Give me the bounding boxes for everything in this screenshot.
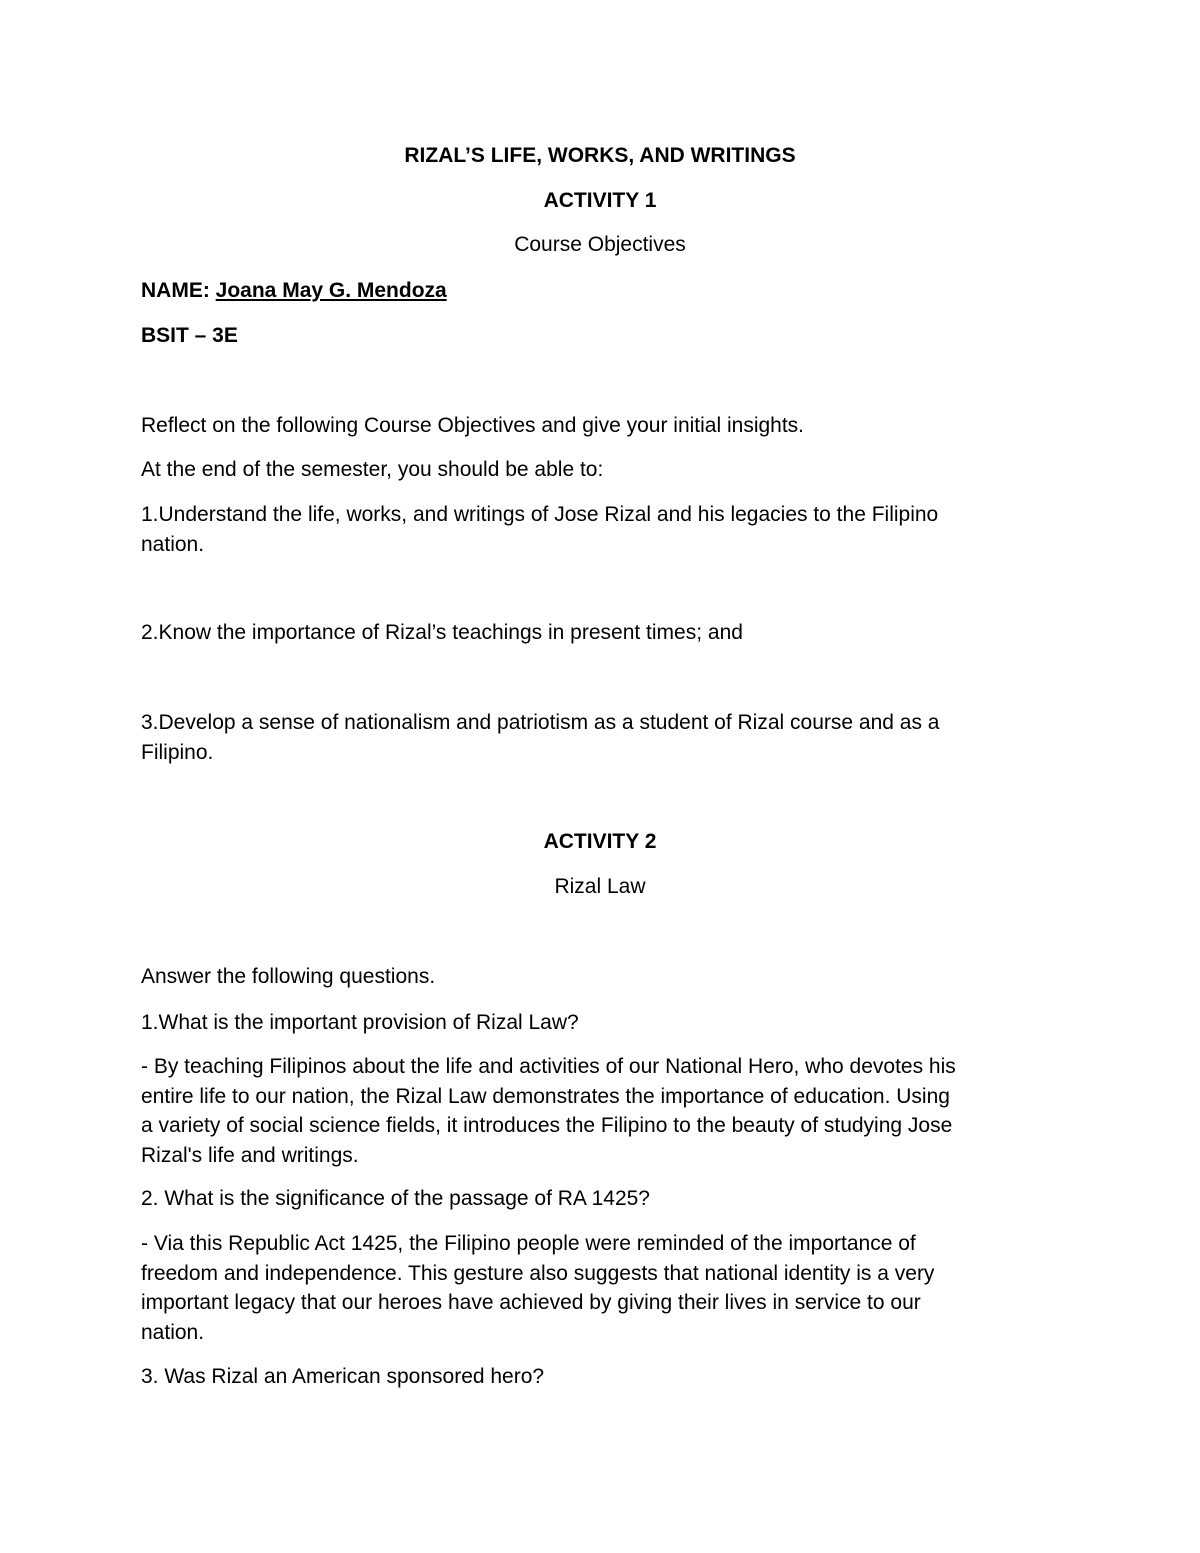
answer-1-line: entire life to our nation, the Rizal Law demonstrates the importance of education. Using [141,1084,950,1108]
answer-2 [141,1229,1061,1347]
objective-3-line: Filipino. [141,740,214,764]
answer-1-line: a variety of social science fields, it introduces the Filipino to the beauty of studying Jose [141,1114,953,1137]
answer-1-line: Rizal's life and writings. [141,1143,359,1167]
activity2-subheading: Rizal Law [554,875,646,898]
question-1: 1.What is the important provision of Rizal Law? [141,1011,579,1034]
answer-1 [141,1052,1061,1170]
objective-3-line: 3.Develop a sense of nationalism and patriotism as a student of Rizal course and as a [141,711,940,734]
objective-1-line: 1.Understand the life, works, and writings of Jose Rizal and his legacies to the Filipino [141,503,939,526]
name-value: Joana May G. Mendoza [215,279,447,302]
activity1-heading: ACTIVITY 1 [543,189,657,212]
objective-3 [141,708,1061,767]
answer-2-line: - Via this Republic Act 1425, the Filipino people were reminded of the importance of [141,1232,916,1255]
activity2-instruction: Answer the following questions. [141,965,436,988]
answer-2-line: nation. [141,1320,205,1344]
activity1-instruction: Reflect on the following Course Objectives and give your initial insights. [141,414,805,437]
question-2: 2. What is the significance of the passage of RA 1425? [141,1187,650,1210]
objective-2 [141,618,1061,648]
question-3: 3. Was Rizal an American sponsored hero? [141,1365,545,1388]
document-title: RIZAL’S LIFE, WORKS, AND WRITINGS [404,144,796,167]
section-line: BSIT – 3E [141,324,238,347]
activity2-heading: ACTIVITY 2 [543,830,657,853]
activity1-subheading: Course Objectives [514,233,686,256]
objective-1 [141,500,1061,559]
student-name-line [141,276,1061,305]
objective-2-line: 2.Know the importance of Rizal’s teachings in present times; and [141,621,743,644]
answer-2-line: freedom and independence. This gesture also suggests that national identity is a very [141,1261,935,1285]
objective-1-line: nation. [141,532,205,556]
answer-1-line: - By teaching Filipinos about the life and activities of our National Hero, who devotes his [141,1055,956,1078]
activity1-intro: At the end of the semester, you should be able to: [141,458,604,481]
answer-2-line: important legacy that our heroes have achieved by giving their lives in service to our [141,1291,921,1314]
name-label: NAME: [141,279,210,302]
